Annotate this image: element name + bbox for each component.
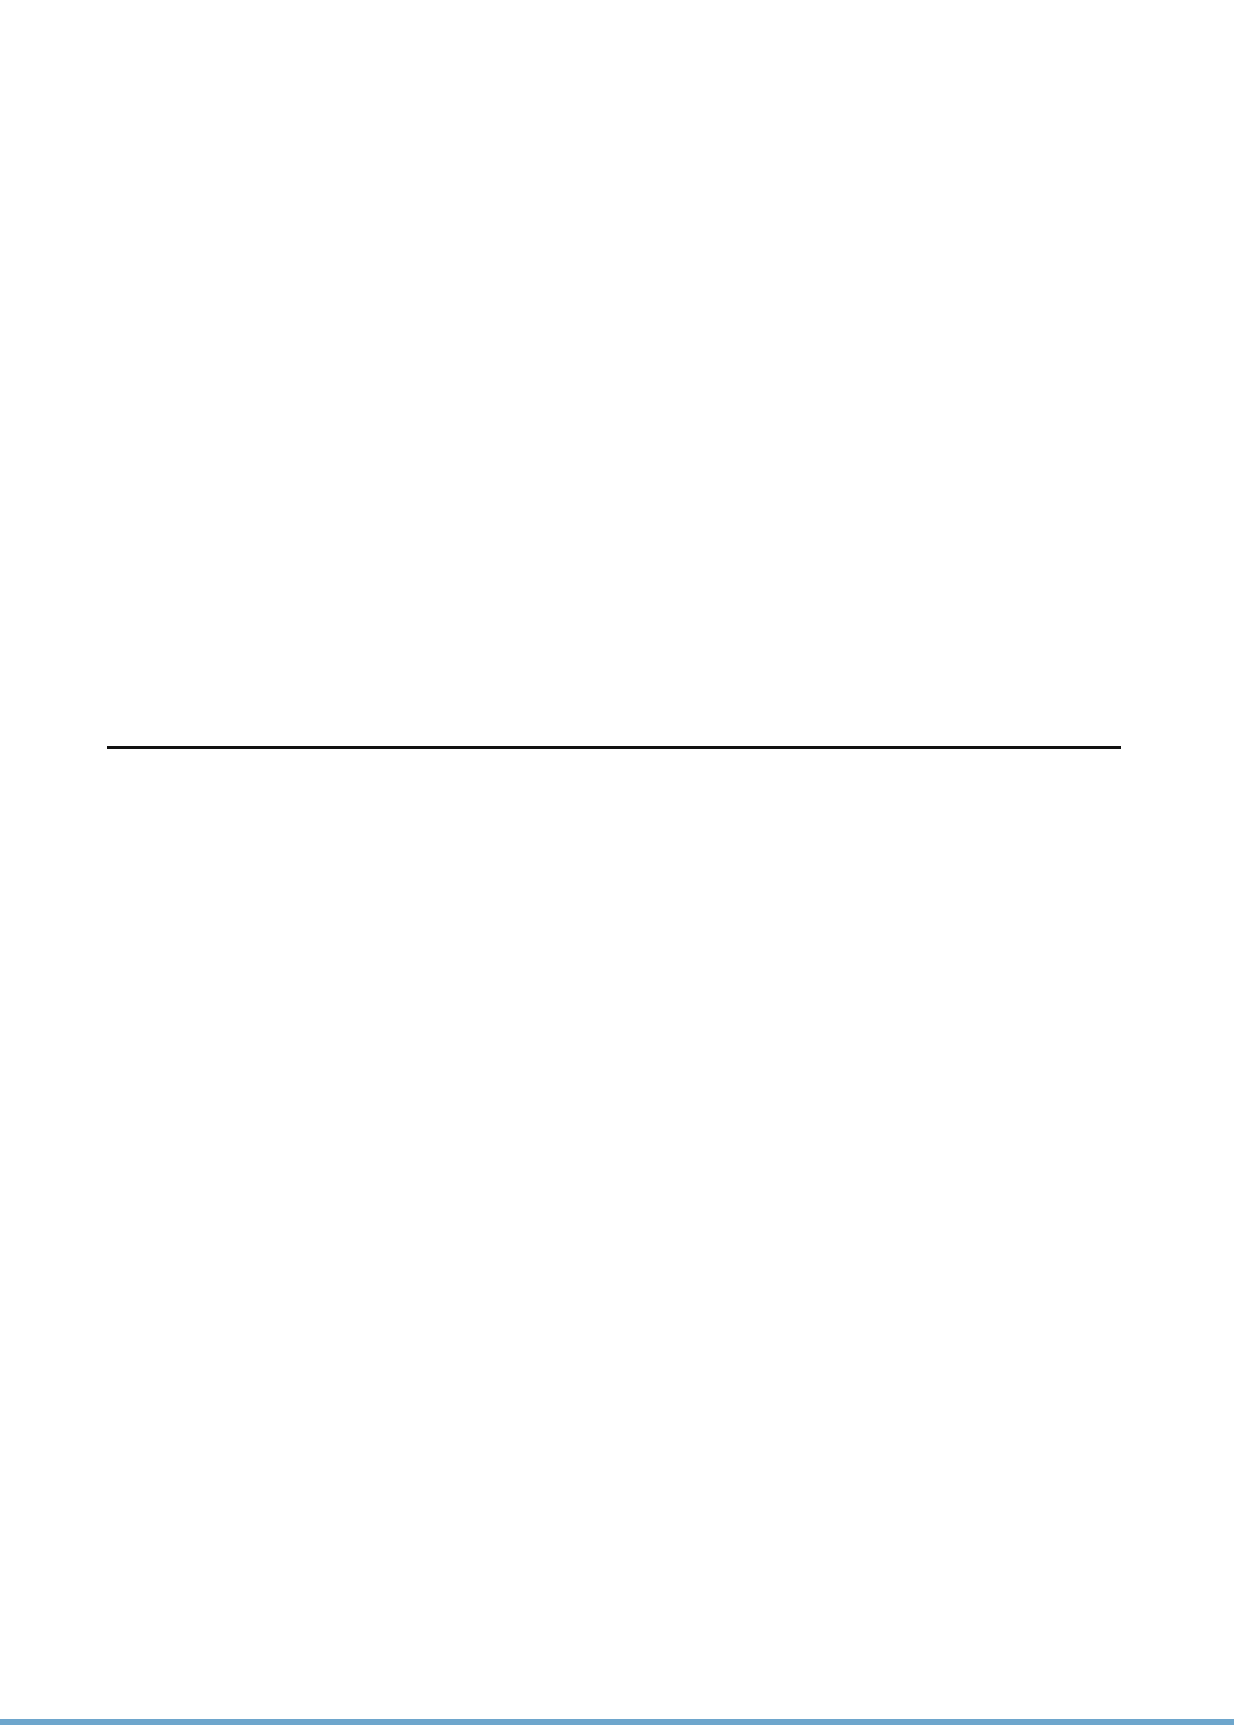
table-header bbox=[0, 758, 1234, 838]
section-divider bbox=[107, 746, 1121, 749]
scan-edge bbox=[0, 1719, 1234, 1725]
